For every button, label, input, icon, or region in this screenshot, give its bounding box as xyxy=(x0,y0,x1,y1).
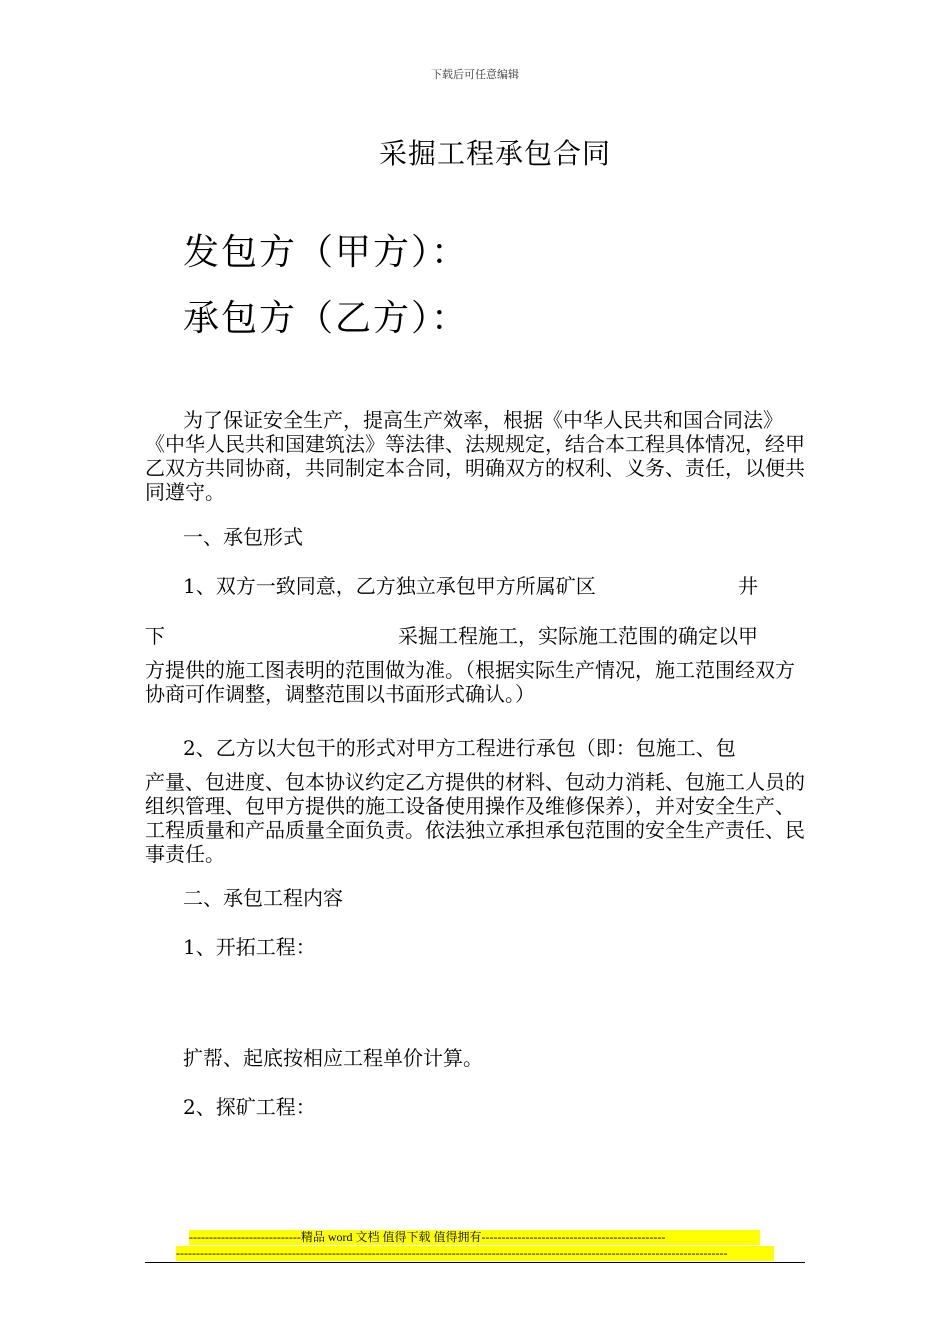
document-title: 采掘工程承包合同 xyxy=(378,137,611,170)
footer-banner-top: ----------------------------精品 word 文档 值得下载 值得拥有---------------------------------------------- xyxy=(189,1230,760,1245)
section1-item1-rest: 方提供的施工图表明的范围做为准。（根据实际生产情况，施工范围经双方协商可作调整，调整范围以书面形式确认。） xyxy=(145,658,795,706)
section1-item1-line2: 采掘工程施工，实际施工范围的确定以甲 xyxy=(398,624,758,648)
section1-heading: 一、承包形式 xyxy=(183,525,303,549)
party-a-label: 发包方（甲方）： xyxy=(183,232,470,273)
footer-rule xyxy=(145,1262,805,1263)
section1-item1-well: 井 xyxy=(738,574,758,598)
section1-item2-rest: 产量、包进度、包本协议约定乙方提供的材料、包动力消耗、包施工人员的组织管理、包甲方提供的施工设备使用操作及维修保养），并对安全生产、工程质量和产品质量全面负责。依法独立承担承包范围的安全生产责任、民事责任。 xyxy=(145,770,805,866)
party-b-label: 承包方（乙方）： xyxy=(183,298,470,339)
footer-banner-bottom: ------------------------------------------------------------------------------------------------------------------------------------------ xyxy=(176,1246,774,1261)
section1-item2-line1: 2、乙方以大包干的形式对甲方工程进行承包（即：包施工、包 xyxy=(183,736,736,760)
preamble-paragraph: 为了保证安全生产，提高生产效率，根据《中华人民共和国合同法》《中华人民共和国建筑法》等法律、法规规定，结合本工程具体情况，经甲乙双方共同协商，共同制定本合同，明确双方的权利、义务、责任，以便共同遵守。 xyxy=(145,408,805,504)
section1-item1-line1: 1、双方一致同意，乙方独立承包甲方所属矿区 xyxy=(183,574,596,598)
section2-item2: 2、探矿工程： xyxy=(183,1095,316,1119)
section2-item1: 1、开拓工程： xyxy=(183,935,316,959)
section1-item1-down: 下 xyxy=(145,624,165,648)
section2-item1-note: 扩帮、起底按相应工程单价计算。 xyxy=(183,1046,483,1070)
section2-heading: 二、承包工程内容 xyxy=(183,886,343,910)
header-note: 下载后可任意编辑 xyxy=(431,68,519,81)
